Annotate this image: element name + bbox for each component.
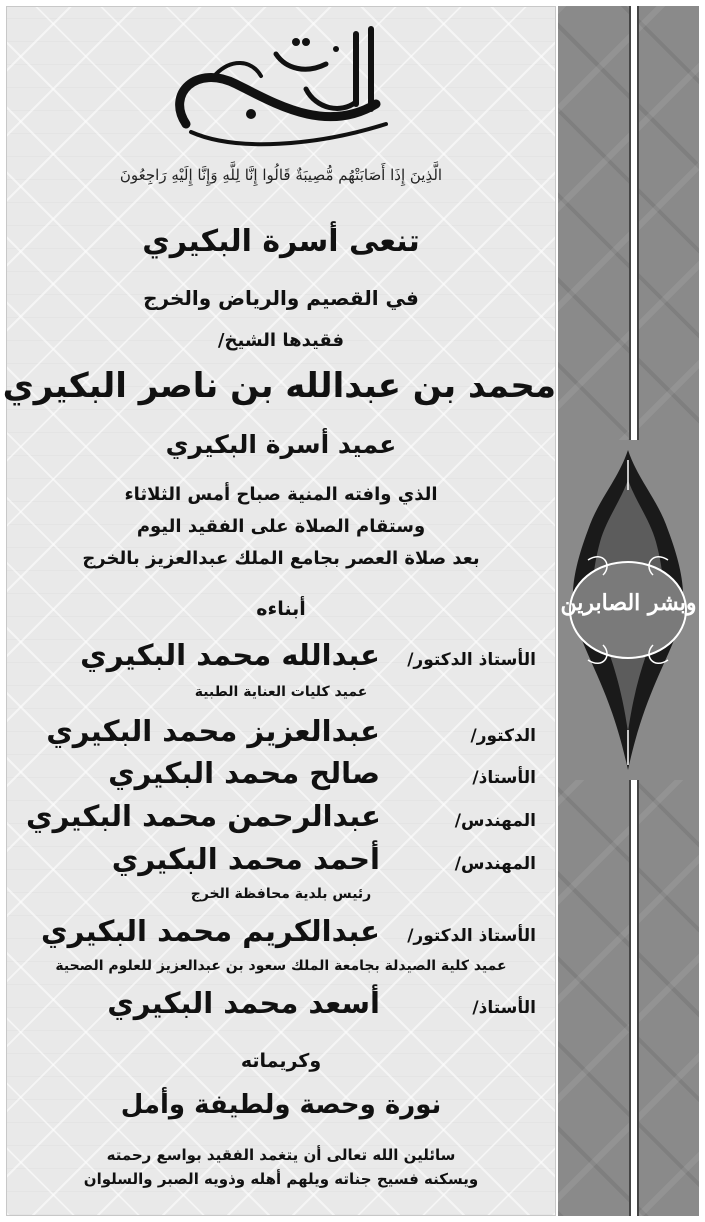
son-title: الأستاذ الدكتور/ (407, 926, 536, 946)
closing-line: سائلين الله تعالى أن يتغمد الفقيد بواسع رحمته (106, 1146, 456, 1164)
son-entry (26, 756, 536, 800)
son-title: الأستاذ/ (472, 998, 536, 1018)
detail-line: الذي وافته المنية صباح أمس الثلاثاء (124, 484, 438, 505)
son-title: الدكتور/ (470, 726, 536, 746)
son-entry (26, 638, 536, 682)
son-name: عبدالكريم محمد البكيري (41, 914, 380, 948)
son-title: الأستاذ الدكتور/ (407, 650, 536, 670)
son-title: الأستاذ/ (472, 768, 536, 788)
detail-line: وستقام الصلاة على الفقيد اليوم (136, 516, 426, 537)
daughters-label: وكريماته (240, 1050, 322, 1072)
son-entry (26, 714, 536, 758)
son-role: عميد كلية الصيدلة بجامعة الملك سعود بن عبدالعزيز للعلوم الصحية (55, 958, 507, 974)
sons-label: أبناءه (256, 598, 306, 620)
son-name: أسعد محمد البكيري (107, 986, 380, 1020)
closing-line: ويسكنه فسيح جناته ويلهم أهله وذويه الصبر والسلوان (83, 1170, 479, 1188)
son-role: عميد كليات العناية الطبية (194, 684, 368, 700)
detail-line: بعد صلاة العصر بجامع الملك عبدالعزيز بالخرج (82, 548, 480, 569)
son-entry (26, 914, 536, 958)
son-entry (26, 842, 536, 886)
late-label: فقيدها الشيخ/ (217, 330, 345, 351)
son-role: رئيس بلدية محافظة الخرج (190, 886, 372, 902)
family-places: في القصيم والرياض والخرج (143, 286, 419, 310)
son-name: عبدالله محمد البكيري (80, 638, 380, 672)
son-entry (26, 986, 536, 1030)
son-title: المهندس/ (454, 811, 536, 831)
deceased-title: عميد أسرة البكيري (165, 430, 397, 459)
quran-verse: الَّذِينَ إِذَا أَصَابَتْهُم مُّصِيبَةٌ قَالُوا إِنَّا لِلَّهِ وَإِنَّا إِلَيْهِ رَاجِعُونَ (119, 166, 443, 184)
daughters-names: نورة وحصة ولطيفة وأمل (120, 1090, 442, 1120)
family-announcement: تنعى أسرة البكيري (142, 224, 420, 259)
deceased-name: محمد بن عبدالله بن ناصر البكيري (2, 366, 556, 406)
son-name: عبدالرحمن محمد البكيري (26, 799, 381, 833)
son-name: عبدالعزيز محمد البكيري (46, 714, 380, 748)
obituary-content (2, 6, 556, 1216)
son-entry (26, 799, 536, 843)
medallion-text: وبشر الصابرين (560, 590, 697, 616)
calligraphy-logo (156, 14, 406, 159)
son-name: صالح محمد البكيري (108, 756, 380, 790)
son-name: أحمد محمد البكيري (111, 842, 380, 876)
son-title: المهندس/ (454, 854, 536, 874)
